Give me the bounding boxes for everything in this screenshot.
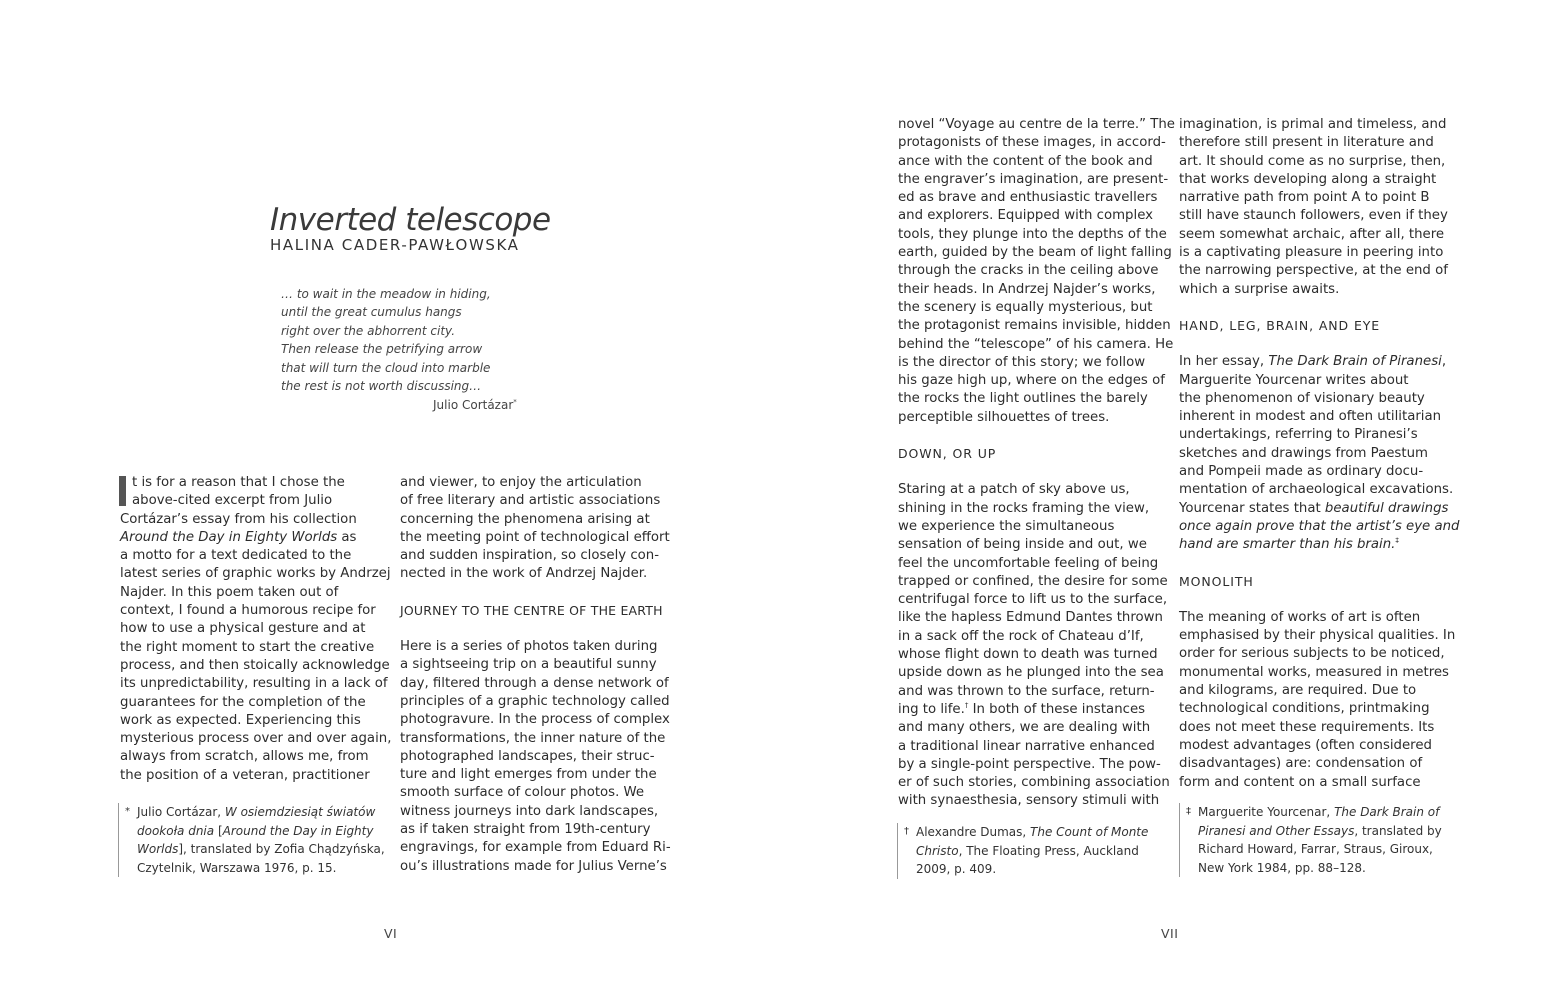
text-line: day, filtered through a dense network of: [400, 675, 669, 691]
text-line: ing to life.† In both of these instances: [898, 701, 1146, 717]
text-line: and many others, we are dealing with: [898, 720, 1151, 736]
text-line: of free literary and artistic associations: [400, 493, 661, 509]
motto-line: until the great cumulus hangs: [281, 305, 462, 320]
text-line: Staring at a patch of sky above us,: [898, 482, 1130, 498]
footnote-line: dookoła dnia [Around the Day in Eighty: [137, 823, 374, 838]
text-line: therefore still present in literature and: [1179, 135, 1434, 151]
text-line: work as expected. Experiencing this: [120, 712, 361, 728]
text-line: protagonists of these images, in accord-: [898, 135, 1166, 151]
section-heading: JOURNEY TO THE CENTRE OF THE EARTH: [400, 602, 663, 618]
text-line: above-cited excerpt from Julio: [132, 493, 333, 509]
footnote-line: Marguerite Yourcenar, The Dark Brain of: [1198, 805, 1440, 819]
text-line: earth, guided by the beam of light falling: [898, 245, 1172, 261]
page-number: VII: [1161, 926, 1179, 941]
page-number: VI: [384, 926, 398, 941]
text-line: mentation of archaeological excavations.: [1179, 482, 1454, 498]
text-line: narrative path from point A to point B: [1179, 190, 1430, 206]
text-line: through the cracks in the ceiling above: [898, 263, 1159, 279]
text-line: and Pompeii made as ordinary docu-: [1179, 464, 1424, 480]
text-line: perceptible silhouettes of trees.: [898, 409, 1110, 425]
text-line: disadvantages) are: condensation of: [1179, 756, 1423, 772]
text-line: a motto for a text dedicated to the: [120, 548, 352, 564]
footnote-line: 2009, p. 409.: [916, 862, 997, 876]
title-block: [270, 200, 551, 254]
text-line: ed as brave and enthusiastic travellers: [898, 190, 1158, 206]
motto-line: … to wait in the meadow in hiding,: [281, 287, 491, 301]
text-line: form and content on a small surface: [1179, 774, 1421, 790]
text-line: in a sack off the rock of Chateau d’If,: [898, 628, 1144, 644]
text-line: art. It should come as no surprise, then,: [1179, 153, 1446, 169]
text-line: seem somewhat archaic, after all, there: [1179, 226, 1445, 242]
footnote-line: Czytelnik, Warszawa 1976, p. 15.: [137, 860, 337, 875]
text-line: photogravure. In the process of complex: [400, 712, 670, 728]
text-line: its unpredictability, resulting in a lack of: [120, 676, 388, 692]
text-line: like the hapless Edmund Dantes thrown: [898, 610, 1163, 626]
text-line: centrifugal force to lift us to the surface,: [898, 592, 1168, 608]
text-line: is the director of this story; we follow: [898, 354, 1146, 370]
text-line: inherent in modest and often utilitarian: [1179, 409, 1442, 425]
text-line: as if taken straight from 19th-century: [400, 822, 651, 838]
text-line: still have staunch followers, even if they: [1179, 208, 1448, 224]
footnote-mark: †: [904, 826, 909, 837]
text-line: the scenery is equally mysterious, but: [898, 299, 1153, 315]
text-line: In her essay, The Dark Brain of Piranesi,: [1179, 354, 1447, 370]
text-line: and explorers. Equipped with complex: [898, 208, 1154, 224]
text-line: context, I found a humorous recipe for: [120, 603, 376, 619]
column-2: [400, 474, 671, 876]
text-line: trapped or confined, the desire for some: [898, 573, 1168, 589]
text-line: the meeting point of technological effort: [400, 529, 670, 545]
text-line: their heads. In Andrzej Najder’s works,: [898, 281, 1156, 297]
text-line: undertakings, referring to Piranesi’s: [1179, 427, 1418, 443]
text-line: photographed landscapes, their struc-: [400, 748, 655, 764]
footnote-line: Christo, The Floating Press, Auckland: [916, 843, 1139, 858]
text-line: nected in the work of Andrzej Najder.: [400, 566, 648, 582]
text-line: sensation of being inside and out, we: [898, 537, 1147, 553]
text-line: feel the uncomfortable feeling of being: [898, 555, 1159, 571]
motto-line: the rest is not worth discussing…: [281, 379, 482, 394]
text-line: the narrowing perspective, at the end of: [1179, 263, 1448, 279]
text-line: whose flight down to death was turned: [898, 647, 1158, 663]
footnote-1: [118, 803, 387, 877]
text-line: monumental works, measured in metres: [1179, 664, 1449, 680]
text-line: ture and light emerges from under the: [400, 767, 657, 783]
footnote-line: Piranesi and Other Essays, translated by: [1198, 823, 1442, 838]
text-line: Cortázar’s essay from his collection: [120, 511, 357, 527]
text-line: the position of a veteran, practitioner: [120, 767, 370, 783]
text-line: Najder. In this poem taken out of: [120, 584, 339, 600]
footnote-mark: ‡: [1186, 806, 1191, 817]
text-line: engravings, for example from Eduard Ri-: [400, 840, 671, 856]
text-line: and kilograms, are required. Due to: [1179, 683, 1417, 699]
text-line: technological conditions, printmaking: [1179, 701, 1430, 717]
text-line: concerning the phenomena arising at: [400, 511, 650, 527]
section-heading: DOWN, OR UP: [898, 446, 997, 462]
column-4: [1179, 116, 1460, 792]
text-line: the phenomenon of visionary beauty: [1179, 390, 1425, 406]
section-heading: HAND, LEG, BRAIN, AND EYE: [1179, 317, 1381, 333]
text-line: the rocks the light outlines the barely: [898, 391, 1148, 407]
text-line: that works developing along a straight: [1179, 171, 1437, 187]
text-line: principles of a graphic technology called: [400, 693, 670, 709]
text-line: a traditional linear narrative enhanced: [898, 738, 1155, 754]
text-line: Yourcenar states that beautiful drawings: [1179, 500, 1449, 516]
text-line: novel “Voyage au centre de la terre.” The: [898, 117, 1175, 132]
text-line: by a single-point perspective. The pow-: [898, 756, 1161, 772]
text-line: smooth surface of colour photos. We: [400, 785, 645, 801]
text-line: behind the “telescope” of his camera. He: [898, 336, 1174, 352]
article-author: HALINA CADER-PAWŁOWSKA: [270, 236, 520, 254]
text-line: the engraver’s imagination, are present-: [898, 171, 1169, 187]
footnote-line: Julio Cortázar, W osiemdziesiąt światów: [137, 805, 376, 819]
right-page: [779, 0, 1559, 992]
text-line: guarantees for the completion of the: [120, 694, 366, 710]
footnote-mark: *: [125, 806, 130, 817]
book-title: Around the Day in Eighty Worlds: [120, 529, 338, 545]
text-line: ou’s illustrations made for Julius Verne’s: [400, 858, 667, 874]
footnote-ref-dagger: †: [964, 701, 969, 710]
text-line: Around the Day in Eighty Worlds as: [120, 529, 357, 545]
motto-line: Then release the petrifying arrow: [281, 342, 483, 357]
footnote-line: Richard Howard, Farrar, Straus, Giroux,: [1198, 842, 1433, 856]
column-1: [120, 474, 392, 785]
section-heading: MONOLITH: [1179, 573, 1254, 589]
text-line: witness journeys into dark landscapes,: [400, 803, 659, 819]
footnote-3: [1179, 803, 1458, 877]
text-line: the right moment to start the creative: [120, 639, 375, 655]
text-line: latest series of graphic works by Andrzej: [120, 566, 391, 582]
motto-line: that will turn the cloud into marble: [281, 360, 491, 375]
text-line: process, and then stoically acknowledge: [120, 657, 390, 673]
text-line: mysterious process over and over again,: [120, 731, 392, 747]
text-line: shining in the rocks framing the view,: [898, 500, 1150, 516]
text-line: once again prove that the artist’s eye and: [1179, 518, 1460, 534]
column-3: [898, 116, 1175, 811]
text-line: and was thrown to the surface, return-: [898, 683, 1155, 699]
text-line: how to use a physical gesture and at: [120, 621, 366, 637]
text-line: t is for a reason that I chose the: [132, 475, 345, 490]
text-line: and viewer, to enjoy the articulation: [400, 475, 642, 490]
text-line: Marguerite Yourcenar writes about: [1179, 372, 1409, 388]
text-line: the protagonist remains invisible, hidden: [898, 318, 1171, 334]
text-line: a sightseeing trip on a beautiful sunny: [400, 657, 657, 673]
article-title: Inverted telescope: [270, 202, 551, 238]
motto: [281, 285, 581, 395]
text-line: emphasised by their physical qualities. In: [1179, 628, 1456, 644]
motto-line: right over the abhorrent city.: [281, 323, 456, 338]
text-line: always from scratch, allows me, from: [120, 749, 369, 765]
motto-attribution: [433, 398, 517, 412]
text-line: imagination, is primal and timeless, and: [1179, 117, 1447, 132]
footnote-ref-asterisk: *: [513, 398, 517, 406]
text-line: hand are smarter than his brain.‡: [1179, 536, 1399, 553]
footnote-line: Alexandre Dumas, The Count of Monte: [916, 825, 1149, 839]
footnote-line: Worlds], translated by Zofia Chądzyńska,: [137, 842, 385, 856]
text-line: and sudden inspiration, so closely con-: [400, 548, 660, 564]
text-line: modest advantages (often considered: [1179, 737, 1432, 753]
text-line: with synaesthesia, sensory stimuli with: [898, 793, 1160, 809]
text-line: ance with the content of the book and: [898, 153, 1153, 169]
text-line: transformations, the inner nature of the: [400, 730, 666, 746]
text-line: does not meet these requirements. Its: [1179, 719, 1435, 735]
text-line: which a surprise awaits.: [1179, 281, 1340, 297]
text-line: upside down as he plunged into the sea: [898, 665, 1164, 681]
text-line: his gaze high up, where on the edges of: [898, 373, 1165, 389]
text-line: Here is a series of photos taken during: [400, 639, 658, 655]
footnote-2: [897, 823, 1166, 879]
footnote-ref-double-dagger: ‡: [1395, 536, 1399, 545]
text-line: er of such stories, combining association: [898, 775, 1170, 791]
text-line: tools, they plunge into the depths of the: [898, 226, 1167, 242]
footnote-line: New York 1984, pp. 88–128.: [1198, 860, 1366, 875]
text-line: we experience the simultaneous: [898, 518, 1115, 534]
text-line: order for serious subjects to be noticed,: [1179, 646, 1445, 662]
text-line: sketches and drawings from Paestum: [1179, 445, 1428, 461]
motto-attribution-name: Julio Cortázar: [433, 398, 514, 412]
left-page: [0, 0, 779, 992]
text-line: is a captivating pleasure in peering into: [1179, 245, 1444, 261]
text-line: The meaning of works of art is often: [1179, 609, 1421, 625]
